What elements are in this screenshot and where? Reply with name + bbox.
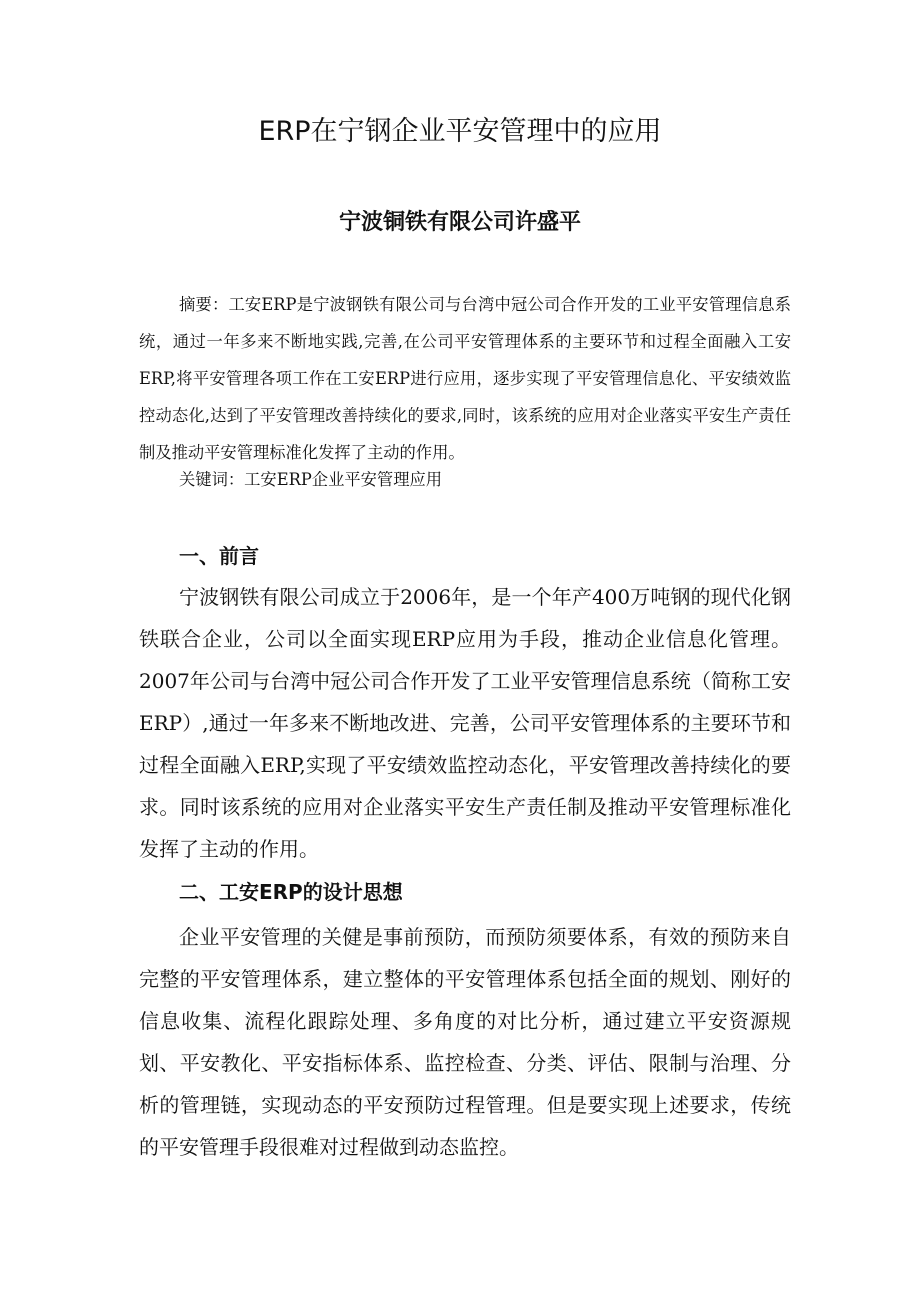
- section-heading-design: 二、工安ERP的设计思想: [179, 880, 403, 904]
- abstract-paragraph: 摘要：工安ERP是宁波钢铁有限公司与台湾中冠公司合作开发的工业平安管理信息系统，通过一年多来不断地实践,完善,在公司平安管理体系的主要环节和过程全面融入工安ERP,将平安管理各项工作在工安ERP进行应用，逐步实现了平安管理信息化、平安绩效监控动态化,达到了平安管理改善持续化的要求,同时，该系统的应用对企业落实平安生产责任制及推动平安管理标准化发挥了主动的作用。: [139, 295, 791, 462]
- section-paragraph-design: 企业平安管理的关健是事前预防，而预防须要体系，有效的预防来自完整的平安管理体系，建立整体的平安管理体系包括全面的规划、刚好的信息收集、流程化跟踪处理、多角度的对比分析，通过建立平安资源规划、平安教化、平安指标体系、监控检查、分类、评估、限制与治理、分析的管理链，实现动态的平安预防过程管理。但是要实现上述要求，传统的平安管理手段很难对过程做到动态监控。: [139, 925, 791, 1159]
- keywords-line: 关键词：工安ERP企业平安管理应用: [179, 470, 443, 489]
- section-heading-preface: 一、前言: [179, 544, 259, 568]
- document-title: ERP在宁钢企业平安管理中的应用: [258, 116, 662, 147]
- author-line: 宁波铜铁有限公司许盛平: [338, 210, 581, 235]
- section-paragraph-preface: 宁波钢铁有限公司成立于2006年，是一个年产400万吨钢的现代化钢铁联合企业，公司以全面实现ERP应用为手段，推动企业信息化管理。2007年公司与台湾中冠公司合作开发了工业平安管理信息系统（简称工安ERP）,通过一年多来不断地改进、完善，公司平安管理体系的主要环节和过程全面融入ERP,实现了平安绩效监控动态化，平安管理改善持续化的要求。同时该系统的应用对企业落实平安生产责任制及推动平安管理标准化发挥了主动的作用。: [139, 585, 791, 861]
